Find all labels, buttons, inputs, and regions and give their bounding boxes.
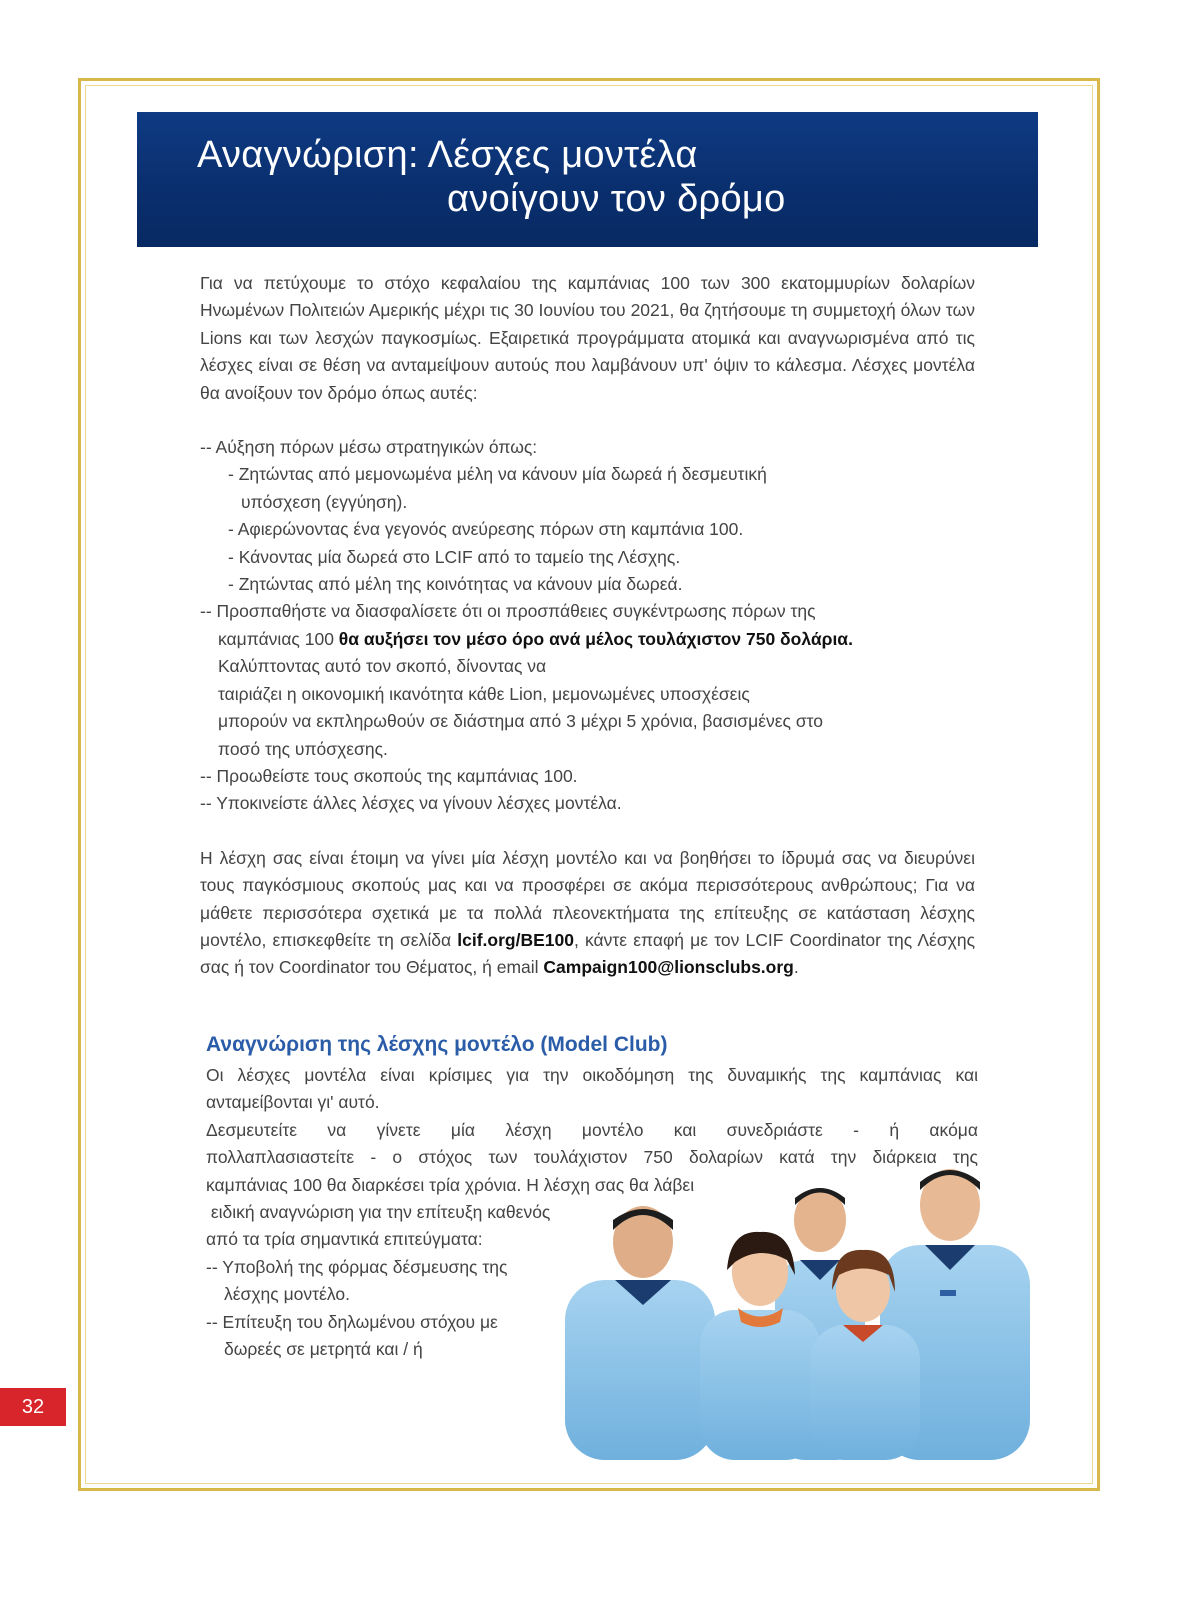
list-subitem: - Ζητώντας από μεμονωμένα μέλη να κάνουν μία δωρεά ή δεσμευτική υπόσχεση (εγγύηση).: [228, 464, 767, 512]
list-item-continued: ταιριάζει η οικονομική ικανότητα κάθε Lion, μεμονωμένες υποσχέσεις: [218, 683, 750, 704]
person-figure: [565, 1206, 715, 1460]
list-item-continued: καμπάνιας 100 θα αυξήσει τον μέσο όρο ανά μέλος τουλάχιστον 750 δολάρια.: [218, 628, 853, 649]
goal-emphasis: θα αυξήσει τον μέσο όρο ανά μέλος τουλάχιστον 750 δολάρια.: [338, 628, 853, 649]
model-paragraph-1: Οι λέσχες μοντέλα είναι κρίσιμες για την οικοδόμηση της δυναμικής της καμπάνιας και ανταμείβονται γι' αυτό.: [206, 1065, 978, 1113]
section-heading: Αναγνώριση της λέσχης μοντέλο (Model Club): [206, 1033, 668, 1056]
list-item: -- Προσπαθήστε να διασφαλίσετε ότι οι προσπάθειες συγκέντρωσης πόρων της: [200, 601, 816, 622]
list-item-continued: μπορούν να εκπληρωθούν σε διάστημα από 3 μέχρι 5 χρόνια, βασισμένες στο: [218, 711, 824, 732]
model-paragraph-2-line: καμπάνιας 100 θα διαρκέσει τρία χρόνια. Η λέσχη σας θα λάβει: [206, 1174, 695, 1195]
page-number: 32: [0, 1388, 66, 1426]
info-paragraph: Η λέσχη σας είναι έτοιμη να γίνει μία λέσχη μοντέλο και να βοηθήσει το ίδρυμά σας να διευρύνει τους παγκόσμιους σκοπούς μας και να προσφέρει σε ακόμα περισσότερους ανθρώπους; Για να μάθετε περισσότερα σχετικά με τα πολλά πλεονεκτήματα της επίτευξης σε κατάσταση λέσχης μοντέλο, επισκεφθείτε τη σελίδα lcif.org/BE100, κάντε επαφή με τον LCIF Coordinator της Λέσχης σας ή τον Coordinator του Θέματος, ή email Campaign100@lionsclubs.org.: [200, 847, 975, 978]
model-paragraph-2-line: Δεσμευτείτε να γίνετε μία λέσχη μοντέλο και συνεδριάστε - ή ακόμα: [206, 1119, 978, 1140]
intro-paragraph: Για να πετύχουμε το στόχο κεφαλαίου της καμπάνιας 100 των 300 εκατομμυρίων δολαρίων Ηνωμένων Πολιτειών Αμερικής μέχρι τις 30 Ιουνίου του 2021, θα ζητήσουμε τη συμμετοχή όλων των Lions και των λεσχών παγκοσμίως. Εξαιρετικά προγράμματα ατομικά και αναγνωρισμένα από τις λέσχες είναι σε θέση να ανταμείψουν αυτούς που λαμβάνουν υπ' όψιν το κάλεσμα. Λέσχες μοντέλα θα ανοίξουν τον δρόμο όπως αυτές:: [200, 273, 975, 403]
achievement-item: -- Υποβολή της φόρμας δέσμευσης της: [206, 1256, 508, 1277]
title-line-2: ανοίγουν τον δρόμο: [447, 178, 786, 220]
list-subitem: - Αφιερώνοντας ένα γεγονός ανεύρεσης πόρων στη καμπάνια 100.: [228, 519, 744, 540]
achievement-item-continued: δωρεές σε μετρητά και / ή: [224, 1339, 423, 1360]
list-item: -- Αύξηση πόρων μέσω στρατηγικών όπως:: [200, 437, 538, 458]
list-item-continued: ποσό της υπόσχεσης.: [218, 738, 388, 759]
list-item: -- Προωθείστε τους σκοπούς της καμπάνιας 100.: [200, 765, 578, 786]
list-item-continued: Καλύπτοντας αυτό τον σκοπό, δίνοντας να: [218, 656, 547, 677]
model-paragraph-2-line: από τα τρία σημαντικά επιτεύγματα:: [206, 1229, 483, 1250]
list-subitem: - Κάνοντας μία δωρεά στο LCIF από το ταμείο της Λέσχης.: [228, 546, 681, 567]
title-line-1: Αναγνώριση: Λέσχες μοντέλα: [197, 134, 698, 176]
strategy-list: [200, 434, 975, 818]
email-link[interactable]: Campaign100@lionsclubs.org: [543, 957, 794, 978]
model-paragraph-2-line: πολλαπλασιαστείτε - ο στόχος των τουλάχιστον 750 δολαρίων κατά την διάρκεια της: [206, 1147, 978, 1168]
website-link[interactable]: lcif.org/BE100: [457, 929, 574, 950]
achievement-item: -- Επίτευξη του δηλωμένου στόχου με: [206, 1311, 498, 1332]
main-text: [200, 270, 975, 999]
list-item: -- Υποκινείστε άλλες λέσχες να γίνουν λέσχες μοντέλα.: [200, 793, 622, 814]
lions-members-photo: [555, 1150, 1045, 1460]
model-paragraph-2-line: ειδική αναγνώριση για την επίτευξη καθενός: [206, 1202, 551, 1223]
achievement-item-continued: λέσχης μοντέλο.: [224, 1284, 350, 1305]
list-subitem: - Ζητώντας από μέλη της κοινότητας να κάνουν μία δωρεά.: [228, 574, 683, 595]
title-banner: [137, 112, 1038, 247]
